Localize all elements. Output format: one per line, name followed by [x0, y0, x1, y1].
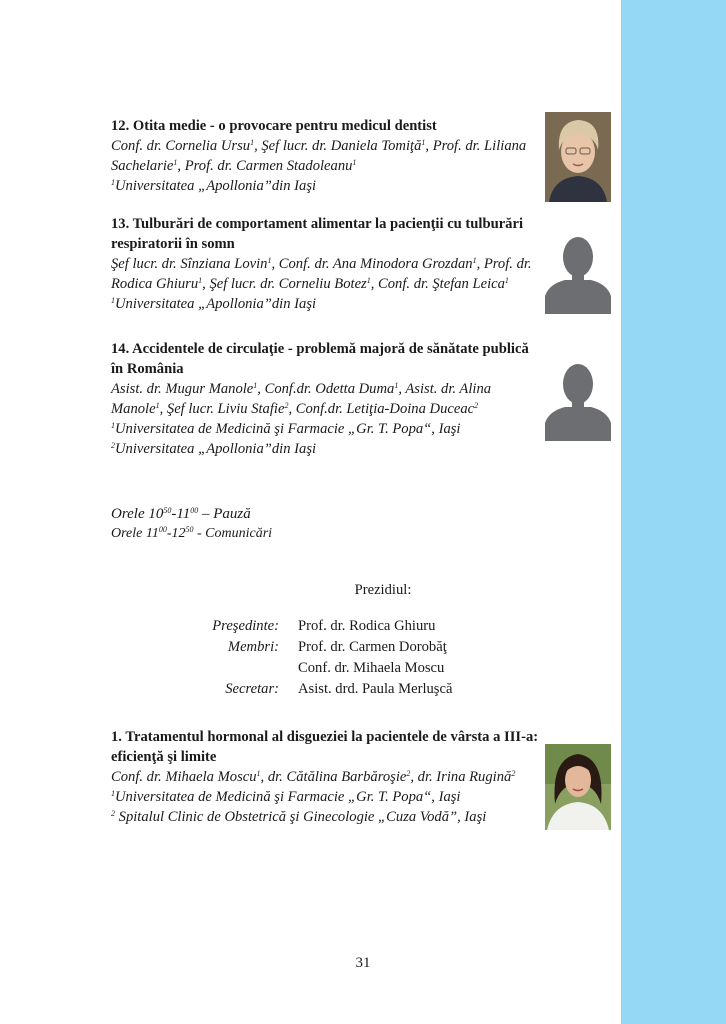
schedule-times: [111, 504, 272, 544]
presidium-member: Asist. drd. Paula Merluşcă: [298, 681, 453, 697]
author-name: Asist. dr. Mugur Manole: [111, 381, 254, 397]
entry-title: 14. Accidentele de circulaţie - problemă majoră de sănătate publică în România: [111, 341, 529, 377]
affiliation-line: $^1$Universitatea „Apollonia”din Iaşi: [111, 178, 317, 194]
author-name: , Conf.dr. Letiţia-Doina Duceac: [288, 401, 475, 417]
page-number: 31: [355, 955, 371, 971]
entry-authors: [111, 767, 541, 787]
author-name: , Şef lucr. dr. Corneliu Botez: [202, 276, 367, 292]
side-color-band: [621, 0, 726, 1024]
author-affiliation-marker: 1: [253, 381, 258, 390]
author-affiliation-marker: 1: [394, 381, 399, 390]
author-affiliation-marker: 2: [511, 769, 516, 778]
entry-title: 12. Otita medie - o provocare pentru medicul dentist: [111, 118, 437, 134]
entry-title: 1. Tratamentul hormonal al disgueziei la pacientele de vârsta a III-a: eficienţă şi limite: [111, 729, 539, 765]
affiliation-line: $^1$Universitatea de Medicină şi Farmacie „Gr. T. Popa“, Iaşi: [111, 789, 461, 805]
affiliation-line: $^1$Universitatea „Apollonia”din Iaşi: [111, 296, 317, 312]
abstract-entry-13: [111, 214, 541, 314]
author-affiliation-marker: 1: [267, 256, 272, 265]
presidium-role: Secretar:: [225, 681, 279, 697]
presidium-member: Prof. dr. Rodica Ghiuru: [298, 618, 436, 634]
silhouette-placeholder-icon: [545, 357, 611, 441]
affiliation-line: $^1$Universitatea de Medicină şi Farmacie „Gr. T. Popa“, Iaşi: [111, 421, 461, 437]
author-name: , Conf. dr. Ştefan Leica: [370, 276, 505, 292]
entry-affiliations: [111, 294, 541, 314]
author-name: , Asist. dr. Alina Manole: [111, 381, 492, 417]
author-affiliation-marker: 1: [256, 769, 261, 778]
author-name: , dr. Irina Rugină: [410, 769, 512, 785]
author-name: , dr. Cătălina Barbăroşie: [260, 769, 407, 785]
presidium-heading: Prezidiul:: [354, 582, 412, 598]
author-affiliation-marker: 1: [421, 138, 426, 147]
author-name: , Conf.dr. Odetta Duma: [257, 381, 395, 397]
entry-affiliations: [111, 419, 541, 459]
author-name: , Prof. dr. Rodica Ghiuru: [111, 256, 532, 292]
author-photo-icon: [545, 112, 611, 202]
entry-authors: [111, 254, 541, 294]
author-affiliation-marker: 1: [472, 256, 477, 265]
break-line: Orele $10^{50}-11^{00}$ – Pauză: [111, 506, 251, 522]
author-affiliation-marker: 1: [155, 401, 160, 410]
author-name: , Conf. dr. Ana Minodora Grozdan: [271, 256, 473, 272]
entry-affiliations: [111, 787, 541, 827]
author-name: , Prof. dr. Liliana Sachelarie: [111, 138, 527, 174]
entry-authors: [111, 136, 541, 176]
author-affiliation-marker: 1: [250, 138, 255, 147]
presidium-member: Conf. dr. Mihaela Moscu: [298, 660, 445, 676]
presidium-role: Preşedinte:: [212, 618, 279, 634]
author-name: , Şef lucr. Liviu Stafie: [159, 401, 285, 417]
author-name: Şef lucr. dr. Sînziana Lovin: [111, 256, 268, 272]
author-affiliation-marker: 1: [504, 276, 509, 285]
author-photo-icon: [545, 744, 611, 830]
abstract-entry-14: [111, 339, 541, 459]
affiliation-line: $^2$Universitatea „Apollonia”din Iaşi: [111, 441, 317, 457]
author-affiliation-marker: 2: [474, 401, 479, 410]
author-affiliation-marker: 2: [406, 769, 411, 778]
author-name: , Prof. dr. Carmen Stadoleanu: [177, 158, 353, 174]
presidium-role: Membri:: [227, 639, 279, 655]
abstract-entry-1: [111, 727, 541, 827]
author-name: , Şef lucr. dr. Daniela Tomiţă: [254, 138, 422, 154]
author-affiliation-marker: 1: [198, 276, 203, 285]
author-affiliation-marker: 1: [173, 158, 178, 167]
session-line: Orele $11^{00}-12^{50}$ - Comunicări: [111, 525, 273, 541]
author-affiliation-marker: 1: [352, 158, 357, 167]
entry-title: 13. Tulburări de comportament alimentar la pacienţii cu tulburări respiratorii în somn: [111, 216, 524, 252]
entry-authors: [111, 379, 541, 419]
entry-affiliations: [111, 176, 541, 196]
presidium-member: Prof. dr. Carmen Dorobăţ: [298, 639, 447, 655]
author-affiliation-marker: 1: [366, 276, 371, 285]
author-name: Conf. dr. Cornelia Ursu: [111, 138, 251, 154]
author-affiliation-marker: 2: [284, 401, 289, 410]
silhouette-placeholder-icon: [545, 230, 611, 314]
abstract-entry-12: [111, 116, 541, 196]
author-name: Conf. dr. Mihaela Moscu: [111, 769, 257, 785]
affiliation-line: $^2$ Spitalul Clinic de Obstetrică şi Ginecologie „Cuza Vodă”, Iaşi: [111, 809, 487, 825]
